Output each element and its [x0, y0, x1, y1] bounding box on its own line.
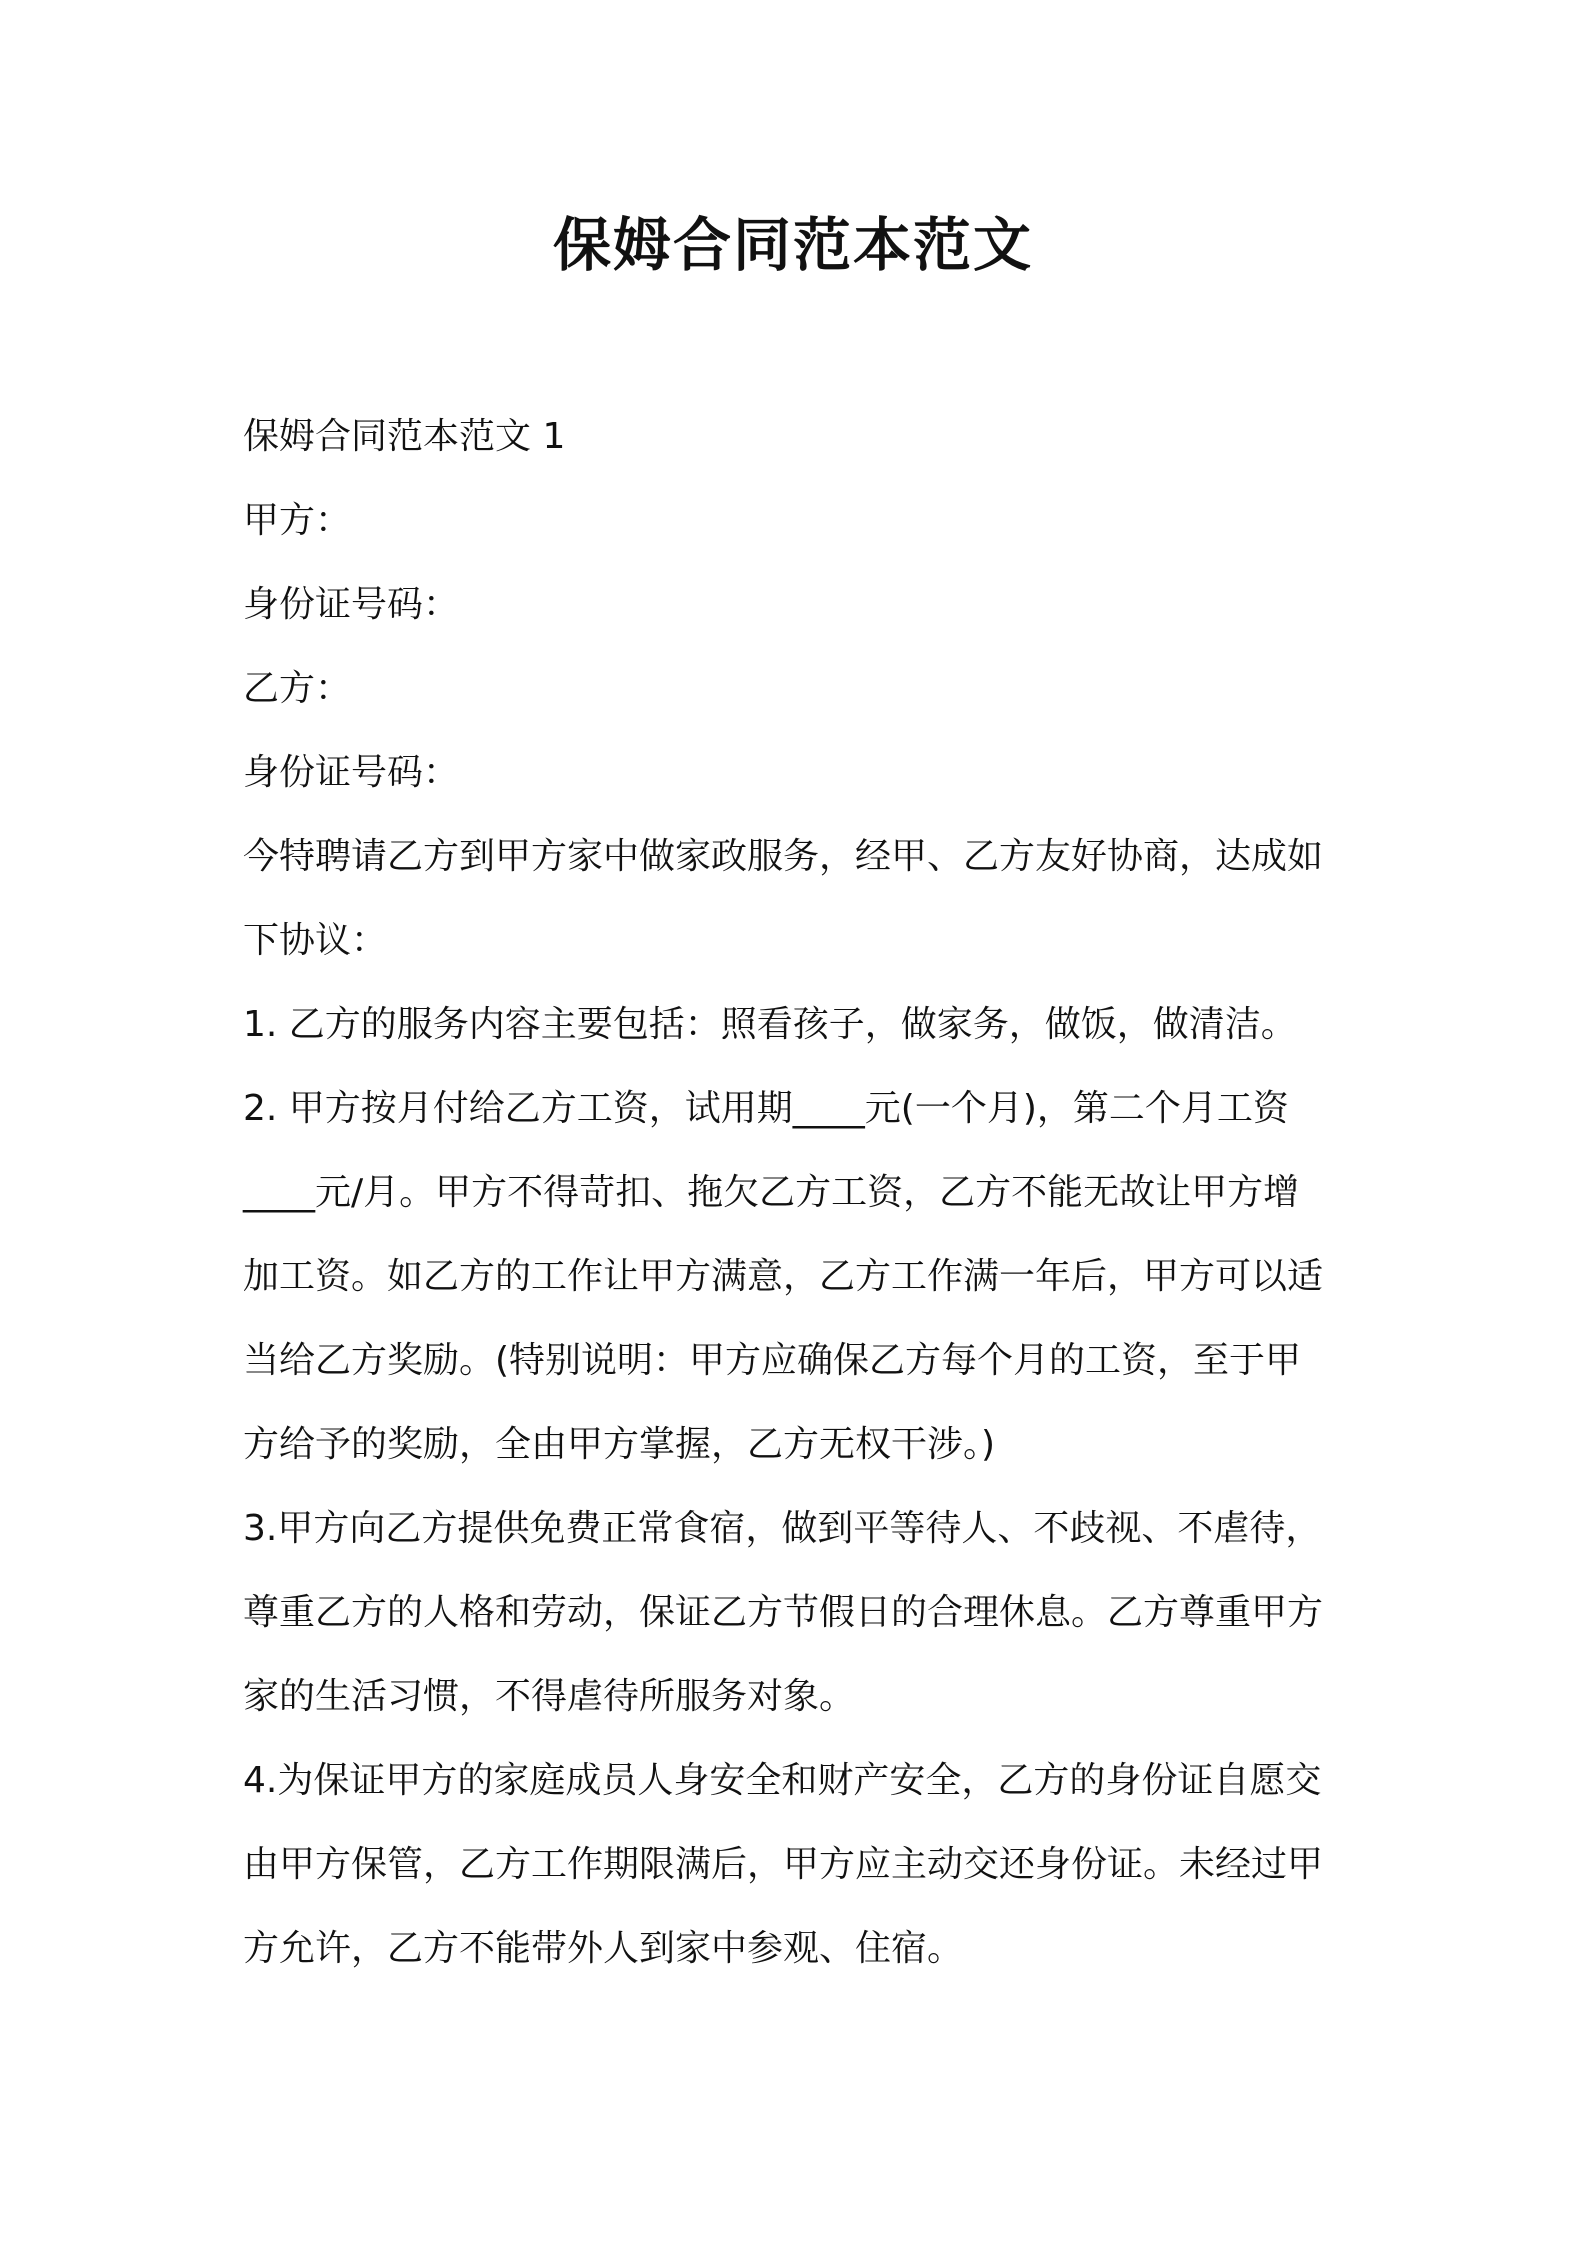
party-b-line: 乙方：: [243, 668, 352, 709]
party-a-line: 甲方：: [243, 500, 352, 541]
clause-2-line: 当给乙方奖励。(特别说明：甲方应确保乙方每个月的工资，至于甲: [243, 1340, 1302, 1381]
document-title: 保姆合同范本范文: [552, 211, 1033, 279]
section-heading: 保姆合同范本范文 1: [243, 416, 566, 457]
intro-line: 下协议：: [243, 920, 388, 961]
clause-4-line: 由甲方保管，乙方工作期限满后，甲方应主动交还身份证。未经过甲: [243, 1844, 1324, 1885]
clause-3-line: 家的生活习惯，不得虐待所服务对象。: [243, 1676, 856, 1717]
party-b-id-line: 身份证号码：: [243, 752, 460, 793]
clause-4-line: 方允许，乙方不能带外人到家中参观、住宿。: [243, 1928, 964, 1969]
clause-2-line: 方给予的奖励，全由甲方掌握，乙方无权干涉。): [243, 1424, 996, 1465]
clause-2-line: 2. 甲方按月付给乙方工资，试用期____元(一个月)，第二个月工资: [243, 1088, 1289, 1129]
intro-line: 今特聘请乙方到甲方家中做家政服务，经甲、乙方友好协商，达成如: [243, 836, 1324, 877]
party-a-id-line: 身份证号码：: [243, 584, 460, 625]
clause-4-line: 4.为保证甲方的家庭成员人身安全和财产安全，乙方的身份证自愿交: [243, 1760, 1322, 1801]
clause-3-line: 尊重乙方的人格和劳动，保证乙方节假日的合理休息。乙方尊重甲方: [243, 1592, 1324, 1633]
clause-1-line: 1. 乙方的服务内容主要包括：照看孩子，做家务，做饭，做清洁。: [243, 1004, 1297, 1045]
clause-2-line: ____元/月。甲方不得苛扣、拖欠乙方工资，乙方不能无故让甲方增: [243, 1172, 1300, 1213]
clause-2-line: 加工资。如乙方的工作让甲方满意，乙方工作满一年后，甲方可以适: [243, 1256, 1324, 1297]
document-body: [243, 395, 1358, 1991]
clause-3-line: 3.甲方向乙方提供免费正常食宿，做到平等待人、不歧视、不虐待，: [243, 1508, 1322, 1549]
